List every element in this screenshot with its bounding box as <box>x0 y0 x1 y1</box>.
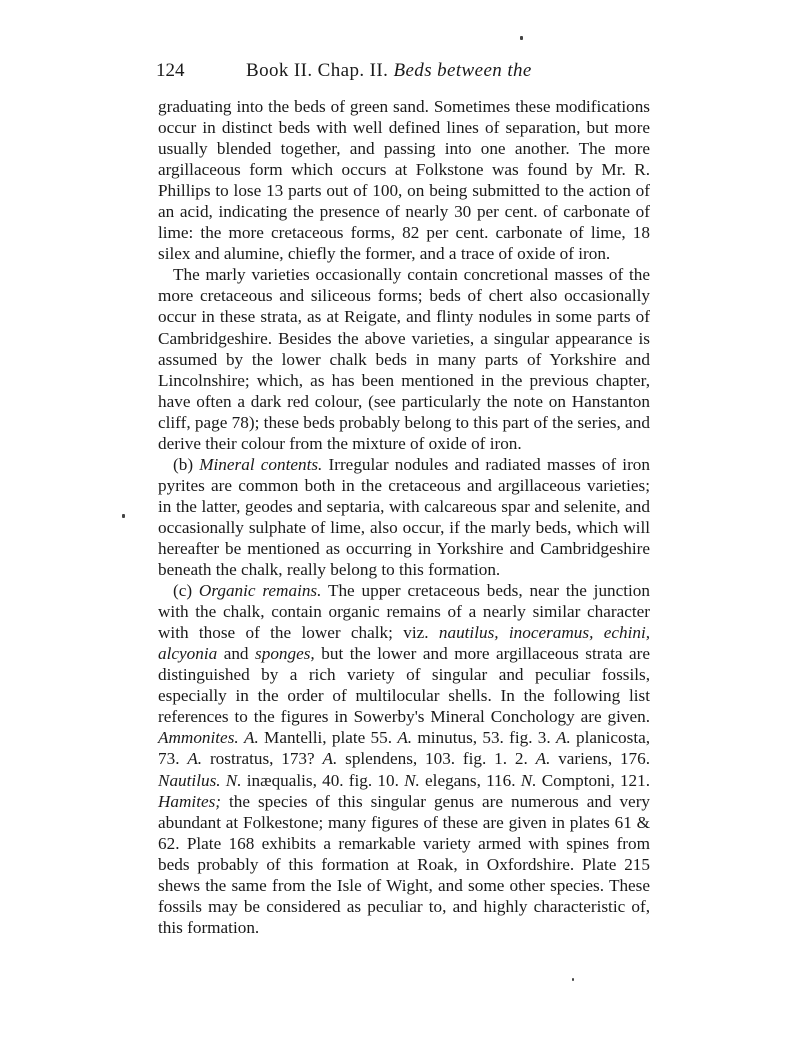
text-run: Comptoni, 121. <box>541 770 651 790</box>
paragraph-organic-remains <box>158 580 650 938</box>
paragraph-3-body: Irregular nodules and radiated masses of iron pyrites are common both in the cretaceous and argillaceous varieties; in the latter, geodes and septaria, with calcareous spar and selenite, and occasionally sulphate of lime, also occur, if the marly beds, which will hereafter be mentioned as occurring in Yorkshire and Cambridgeshire beneath the chalk, really belong to this formation. <box>158 454 650 580</box>
text-run: inæqualis, 40. fig. 10. <box>246 770 399 790</box>
paragraph-mineral-contents <box>158 454 650 580</box>
page-number: 124 <box>156 60 185 81</box>
scan-speck <box>520 36 523 40</box>
text-run: but the lower and more argillaceous strata are distinguished by a rich variety of singular and peculiar fossils, especially in the order of multilocular shells. In the following list references to the figures in Sowerby's Mineral Conchology are given. <box>158 644 650 727</box>
text-run: minutus, 53. fig. 3. <box>417 728 551 748</box>
genus-name: Hamites; <box>158 791 222 811</box>
section-heading-mineral-contents: Mineral contents. <box>199 454 323 474</box>
genus-abbrev: A. <box>397 728 413 748</box>
section-label-c: (c) <box>173 581 193 601</box>
genus-abbrev: N. <box>520 770 537 790</box>
genus-name: alcyonia <box>158 644 218 664</box>
paragraph-2: The marly varieties occasionally contain concretional masses of the more cretaceous and siliceous forms; beds of chert also occasionally occur in these strata, as at Reigate, and flinty nodules in some parts of Cambridgeshire. Besides the above varieties, a singular appearance is assumed by the lower chalk beds in many parts of Yorkshire and Lincolnshire; which, as has been mentioned in the previous chapter, have often a dark red colour, (see particularly the note on Hanstanton cliff, page 78); these beds probably belong to this part of the series, and derive their colour from the mixture of oxide of iron. <box>158 265 650 453</box>
running-title <box>246 60 532 82</box>
text-run: The upper cretaceous beds, near the junction with the chalk, contain organic remains of a nearly similar character with those of the lower chalk; viz. <box>158 581 650 643</box>
genus-name: nautilus, <box>438 623 499 643</box>
genus-abbrev: A. <box>322 749 338 769</box>
text-run: variens, 176. <box>558 749 651 769</box>
scan-speck <box>122 514 125 518</box>
scan-speck <box>572 978 574 981</box>
text-run: elegans, 116. <box>425 770 516 790</box>
genus-name: Nautilus. <box>158 770 221 790</box>
running-title-section: Beds between the <box>393 60 532 81</box>
genus-name: Ammonites. <box>158 728 239 748</box>
genus-abbrev: A. <box>555 728 571 748</box>
genus-abbrev: A. <box>243 728 259 748</box>
genus-name: sponges, <box>255 644 315 664</box>
text-run: and <box>223 644 249 664</box>
running-header <box>156 60 646 90</box>
genus-name: echini, <box>603 623 651 643</box>
paragraph-1: graduating into the beds of green sand. Sometimes these modifications occur in distinct beds with well defined lines of separation, but more usually blended together, and passing into one another. The more argillaceous form which occurs at Folkstone was found by Mr. R. Phillips to lose 13 parts out of 100, on being submitted to the action of an acid, indicating the presence of nearly 30 per cent. of carbonate of lime: the more cretaceous forms, 82 per cent. carbonate of lime, 18 silex and alumine, chiefly the former, and a trace of oxide of iron. <box>158 97 650 264</box>
genus-abbrev: A. <box>187 749 203 769</box>
text-run: splendens, 103. fig. 1. 2. <box>345 749 528 769</box>
text-run: planicosta, 73. <box>158 728 651 769</box>
genus-abbrev: N. <box>404 770 420 790</box>
genus-abbrev: N. <box>225 770 242 790</box>
text-run: rostratus, 173? <box>209 749 315 769</box>
genus-abbrev: A. <box>535 749 551 769</box>
body-text <box>158 96 650 938</box>
section-label-b: (b) <box>173 454 194 474</box>
text-run: the species of this singular genus are numerous and very abundant at Folkestone; many figures of these are given in plates 61 & 62. Plate 168 exhibits a remarkable variety armed with spines from beds probably of this formation at Roak, in Oxfordshire. Plate 215 shews the same from the Isle of Wight, and some other species. These fossils may be considered as peculiar to, and highly characteristic of, this formation. <box>158 791 651 937</box>
genus-name: inoceramus, <box>508 623 594 643</box>
running-title-book-chapter: Book II. Chap. II. <box>246 60 389 81</box>
text-run: Mantelli, plate 55. <box>264 728 393 748</box>
section-heading-organic-remains: Organic remains. <box>198 581 322 601</box>
